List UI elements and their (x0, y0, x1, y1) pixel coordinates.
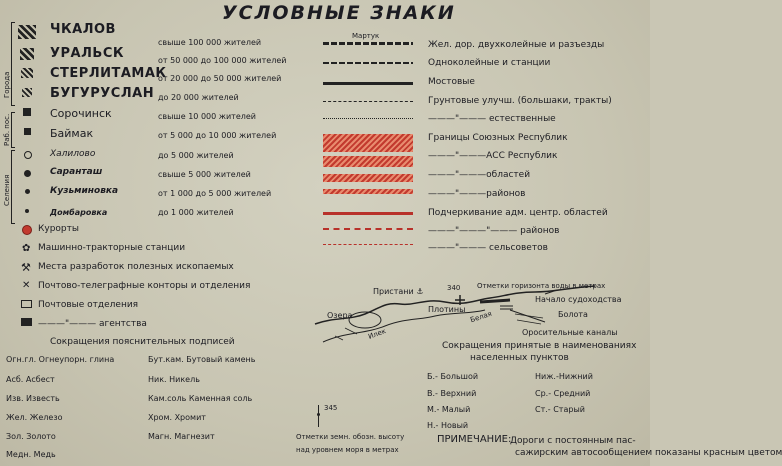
line-label-11: ———"——— сельсоветов (428, 243, 548, 253)
selsovet-boundary-line (323, 244, 413, 245)
population-1: от 50 000 до 100 000 жителей (158, 56, 287, 65)
line-label-10: ———"———"——— районов (428, 226, 560, 236)
city-town-symbol (22, 88, 32, 97)
rail-siding-label: Мартук (352, 32, 380, 40)
label-mining: Места разработок полезных ископаемых (38, 262, 234, 272)
hydro-label-swamps: Болота (558, 310, 588, 319)
line-label-7: ———"———областей (428, 170, 531, 180)
abbrev-5: Медн. Медь (6, 450, 56, 459)
mts-icon: ✿ (22, 243, 31, 254)
double-track-line (323, 42, 413, 45)
village-large-symbol (24, 170, 31, 177)
city-large-symbol (18, 25, 36, 39)
border-rayon-band (323, 189, 413, 194)
caption-abbrev-title: Сокращения пояснительных подписей (50, 337, 235, 347)
label-mts: Машинно-тракторные станции (38, 243, 186, 253)
line-label-2: Мостовые (428, 77, 475, 87)
hydro-label-river-ilek: Илек (367, 327, 388, 341)
population-7: свыше 5 000 жителей (158, 170, 251, 179)
group-label-workers: Раб. пос. (3, 113, 11, 146)
abbrev-6: Бут.кам. Бутовый камень (148, 355, 256, 364)
post-office-icon (21, 300, 32, 308)
population-0: свыше 100 000 жителей (158, 38, 262, 47)
natural-road-line (323, 118, 413, 119)
border-oblast-band (323, 174, 413, 182)
footnote-text-1: Дороги с постоянным пас- (510, 436, 636, 446)
city-name-chkalov: ЧКАЛОВ (50, 22, 116, 37)
hydro-label-level: Отметки горизонта воды в метрах (477, 282, 606, 290)
border-union-band (323, 134, 413, 152)
village-small-symbol (24, 151, 32, 159)
label-agency: ———"——— агентства (38, 319, 147, 329)
line-label-0: Жел. дор. двухколейные и разъезды (428, 40, 605, 50)
settlement-abbrev-5: Ср.- Средний (535, 389, 591, 398)
settlement-abbrev-0: Б.- Большой (427, 372, 479, 381)
population-2: от 20 000 до 50 000 жителей (158, 74, 282, 83)
population-5: от 5 000 до 10 000 жителей (158, 131, 277, 140)
footnote-text-2: сажирским автосообщением показаны красным цветом (515, 448, 782, 458)
post-agency-icon (21, 318, 32, 326)
city-name-sterlitamak: СТЕРЛИТАМАК (50, 66, 167, 81)
hydro-label-dams: Плотины (428, 305, 466, 314)
single-track-line (323, 62, 413, 64)
label-resorts: Курорты (38, 224, 79, 234)
line-label-5: Границы Союзных Республик (428, 133, 568, 143)
hydro-label-river-belaya: Белая (469, 309, 493, 325)
city-name-sarantash: Саранташ (50, 167, 103, 177)
village-medium-symbol (25, 189, 30, 194)
cities-bracket (11, 22, 15, 106)
line-label-4: ———"——— естественные (428, 114, 556, 124)
population-8: от 1 000 до 5 000 жителей (158, 189, 272, 198)
hydro-label-lakes: Озера (327, 311, 353, 320)
rayon-boundary-line (323, 228, 413, 230)
line-label-8: ———"———районов (428, 189, 526, 199)
elevation-note-1: Отметки земн. обозн. высоту (296, 433, 405, 441)
line-label-9: Подчеркивание адм. центр. областей (428, 208, 608, 218)
city-name-khalilovo: Халилово (50, 149, 96, 159)
city-name-dombarovka: Домбаровка (50, 208, 108, 217)
population-6: до 5 000 жителей (158, 151, 234, 160)
village-tiny-symbol (25, 209, 29, 213)
abbrev-7: Ник. Никель (148, 375, 200, 384)
border-assr-band (323, 156, 413, 167)
settlement-abbrev-title-1: Сокращения принятые в наименованиях (442, 341, 637, 351)
group-label-cities: Города (3, 71, 11, 98)
abbrev-10: Магн. Магнезит (148, 432, 215, 441)
hydro-label-canals: Оросительные каналы (522, 328, 618, 337)
abbrev-8: Кам.соль Каменная соль (148, 394, 253, 403)
population-3: до 20 000 жителей (158, 93, 239, 102)
workers-large-symbol (23, 108, 31, 116)
hydro-label-pristan: Пристани ⚓ (373, 287, 424, 296)
admin-center-line (323, 212, 413, 215)
elevation-mark-dot (317, 413, 320, 416)
abbrev-3: Жел. Железо (6, 413, 63, 422)
resort-symbol (22, 225, 32, 235)
population-4: свыше 10 000 жителей (158, 112, 256, 121)
elevation-mark-value: 345 (324, 404, 338, 412)
settlement-abbrev-title-2: населенных пунктов (470, 353, 569, 363)
line-label-1: Одноколейные и станции (428, 58, 551, 68)
pickaxe-icon: ⚒ (21, 261, 31, 274)
group-label-villages: Селения (3, 174, 11, 206)
abbrev-9: Хром. Хромит (148, 413, 206, 422)
elevation-note-2: над уровнем моря в метрах (296, 446, 399, 454)
abbrev-0: Огн.гл. Огнеупорн. глина (6, 355, 115, 364)
hydro-illustration (305, 262, 650, 352)
city-name-baymak: Баймак (50, 127, 94, 140)
city-name-uralsk: УРАЛЬСК (50, 46, 124, 61)
abbrev-4: Зол. Золото (6, 432, 56, 441)
city-medium-symbol (20, 48, 34, 60)
hydro-label-level-mark: 340 (447, 284, 461, 292)
workers-small-symbol (24, 128, 31, 135)
workers-bracket (11, 112, 15, 148)
label-post: Почтовые отделения (38, 300, 139, 310)
abbrev-2: Изв. Известь (6, 394, 60, 403)
telegraph-icon: ✕ (22, 280, 31, 291)
city-small-symbol (21, 68, 33, 78)
dirt-road-line (323, 101, 413, 102)
city-name-buguruslan: БУГУРУСЛАН (50, 86, 155, 101)
abbrev-1: Асб. Асбест (6, 375, 55, 384)
hydro-label-navigation: Начало судоходства (535, 295, 622, 304)
line-label-6: ———"———АСС Республик (428, 151, 558, 161)
settlement-abbrev-3: Н.- Новый (427, 421, 469, 430)
settlement-abbrev-6: Ст.- Старый (535, 405, 585, 414)
population-9: до 1 000 жителей (158, 208, 234, 217)
elevation-mark-tick (318, 405, 319, 427)
city-name-kuzminovka: Кузьминовка (50, 186, 119, 196)
line-label-3: Грунтовые улучш. (большаки, тракты) (428, 96, 612, 106)
city-name-sorochinsk: Сорочинск (50, 107, 112, 120)
paved-road-line-2 (323, 84, 413, 85)
settlement-abbrev-1: В.- Верхний (427, 389, 477, 398)
footnote-label: ПРИМЕЧАНИЕ: (437, 434, 512, 445)
villages-bracket (11, 150, 15, 224)
settlement-abbrev-4: Ниж.-Нижний (535, 372, 593, 381)
legend-title: УСЛОВНЫЕ ЗНАКИ (222, 2, 456, 24)
settlement-abbrev-2: М.- Малый (427, 405, 471, 414)
label-telegraph: Почтово-телеграфные конторы и отделения (38, 281, 251, 291)
